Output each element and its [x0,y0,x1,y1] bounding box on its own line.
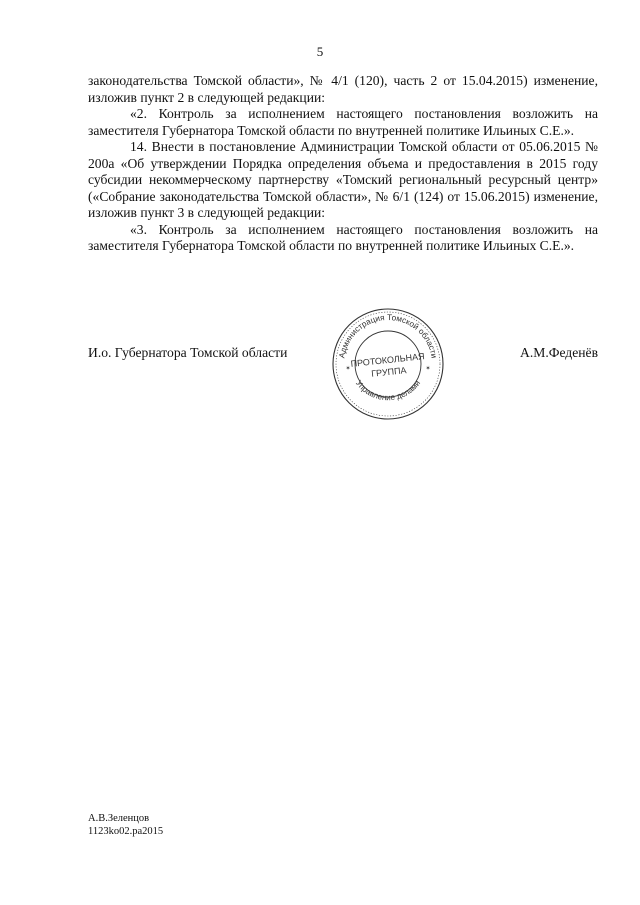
paragraph-2: «2. Контроль за исполнением настоящего постановления возложить на заместителя Губернатора Томской области по внутренней политике Ильиных С.Е.». [88,106,598,138]
footer [88,812,163,838]
footer-author: А.В.Зеленцов [88,813,150,824]
official-stamp [330,306,446,422]
stamp-center-line-2: ГРУППА [370,365,407,379]
stamp-outer-top-text: Администрация Томской области [337,312,439,359]
signatory-title: И.о. Губернатора Томской области [88,345,288,360]
document-body [88,73,598,255]
stamp-outer-bottom-text: Управление делами [353,378,423,403]
stamp-center-line-1: ПРОТОКОЛЬНАЯ [350,351,426,369]
paragraph-4: «3. Контроль за исполнением настоящего постановления возложить на заместителя Губернатора Томской области по внутренней политике Ильиных С.Е.». [88,221,598,253]
signatory-name: А.М.Феденёв [520,345,598,360]
paragraph-3: 14. Внести в постановление Администрации Томской области от 05.06.2015 № 200а «Об утверждении Порядка определения объема и предоставления в 2015 году субсидии некоммерческому партнерству «Томский региональный ресурсный центр» («Собрание законодательства Томской области», № 6/1 (124) от 15.06.2015) изменение, изложив пункт 3 в следующей редакции: [88,139,598,220]
footer-doc-code: 1123ko02.pa2015 [88,826,164,837]
stamp-star-icon: ✶ [425,366,431,372]
paragraph-1: законодательства Томской области», № 4/1 (120), часть 2 от 15.04.2015) изменение, изложив пункт 2 в следующей редакции: [88,73,598,105]
page-number: 5 [316,44,324,59]
stamp-star-icon: ✶ [345,366,351,372]
